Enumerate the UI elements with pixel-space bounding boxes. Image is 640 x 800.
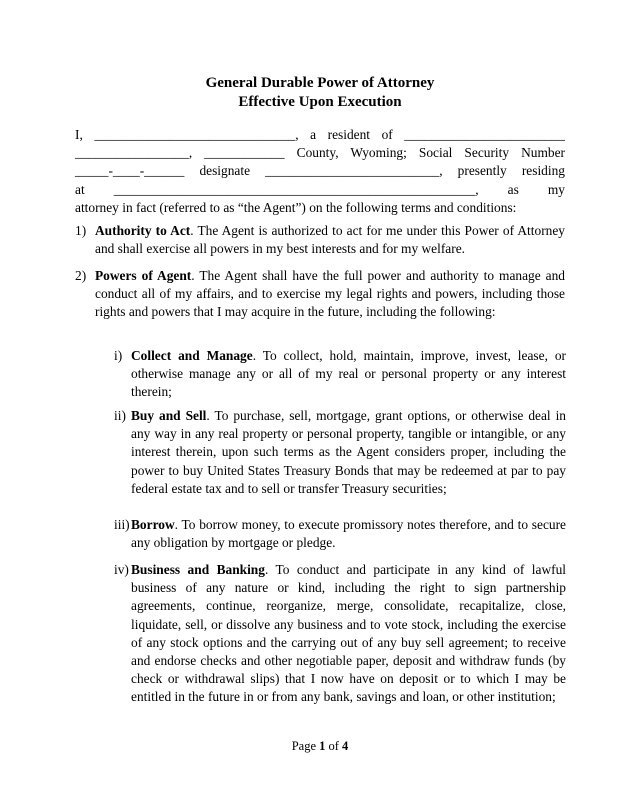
subsection-text: . To conduct and participate in any kind of lawful business of any nature or kind, including the right to sign partnership agreements, continue, reorganize, merge, consolidate, recapitalize, close, liquidate, sell, or dissolve any business and to vote stock, including the exercise of any stock options and the carrying out of any buy sell agreement; to receive and endorse checks and other negotiable paper, deposit and withdraw funds (by check or withdrawal slips) that I now have on deposit or to which I may be entitled in the future in or from any bank, savings and loan, or other institution; <box>131 562 566 705</box>
section-authority-to-act <box>75 222 565 258</box>
subsection-text: . To collect, hold, maintain, improve, invest, lease, or otherwise manage any or all of my real or personal property or any interest therein; <box>131 348 566 400</box>
subsection-body <box>131 407 566 498</box>
subsection-number: i) <box>114 348 123 363</box>
section-text: . The Agent shall have the full power and authority to manage and conduct all of my affairs, and to exercise my legal rights and powers, including those rights and powers that I may acquire in the future, including the following: <box>95 268 565 320</box>
section-heading: Powers of Agent <box>95 268 192 283</box>
section-text: . The Agent is authorized to act for me under this Power of Attorney and shall exercise all powers in my best interests and for my welfare. <box>95 223 565 257</box>
page-total: 4 <box>342 739 349 753</box>
subsection-heading: Collect and Manage <box>131 348 253 363</box>
subsection-text: . To borrow money, to execute promissory notes therefore, and to secure any obligation by mortgage or pledge. <box>131 517 566 551</box>
subsection-number: iii) <box>114 517 130 532</box>
page-footer <box>0 737 640 755</box>
subsection-buy-and-sell <box>114 407 566 498</box>
subsection-body <box>131 347 566 402</box>
subsection-borrow <box>114 516 566 552</box>
document-subtitle: Effective Upon Execution <box>238 94 402 110</box>
document-title: General Durable Power of Attorney <box>205 75 435 91</box>
subsection-body <box>131 516 566 552</box>
intro-line: attorney in fact (referred to as “the Agent”) on the following terms and conditions: <box>75 199 517 215</box>
page-of-label: of <box>325 739 343 753</box>
section-heading: Authority to Act <box>95 223 191 238</box>
subsection-business-and-banking <box>114 561 566 707</box>
section-body <box>95 222 565 258</box>
section-number: 1) <box>75 223 87 238</box>
page-current: 1 <box>319 739 326 753</box>
section-number: 2) <box>75 268 87 283</box>
page-label: Page <box>291 739 320 753</box>
subsection-heading: Buy and Sell <box>131 408 207 423</box>
intro-line: at ______________________________________________________, as my <box>75 181 565 197</box>
intro-paragraph <box>75 126 565 217</box>
intro-line: I, ______________________________, a resident of ________________________ <box>75 127 565 142</box>
subsection-heading: Borrow <box>131 517 175 532</box>
subsection-body <box>131 561 566 707</box>
intro-line: _________________, ____________ County, Wyoming; Social Security Number <box>75 145 565 161</box>
subsection-collect-and-manage <box>114 347 566 402</box>
intro-line: _____-____-______ designate __________________________, presently residing <box>75 163 565 179</box>
subsection-number: iv) <box>114 562 129 577</box>
section-body <box>95 267 565 322</box>
section-powers-of-agent <box>75 267 565 322</box>
subsection-heading: Business and Banking <box>131 562 265 577</box>
subsection-text: . To purchase, sell, mortgage, grant options, or otherwise deal in any way in any real property or personal property, tangible or intangible, or any interest therein, upon such terms as the Agent considers proper, including the power to buy United States Treasury Bonds that may be redeemed at par to pay federal estate tax and to sell or transfer Treasury securities; <box>131 408 566 496</box>
subsection-number: ii) <box>114 408 126 423</box>
